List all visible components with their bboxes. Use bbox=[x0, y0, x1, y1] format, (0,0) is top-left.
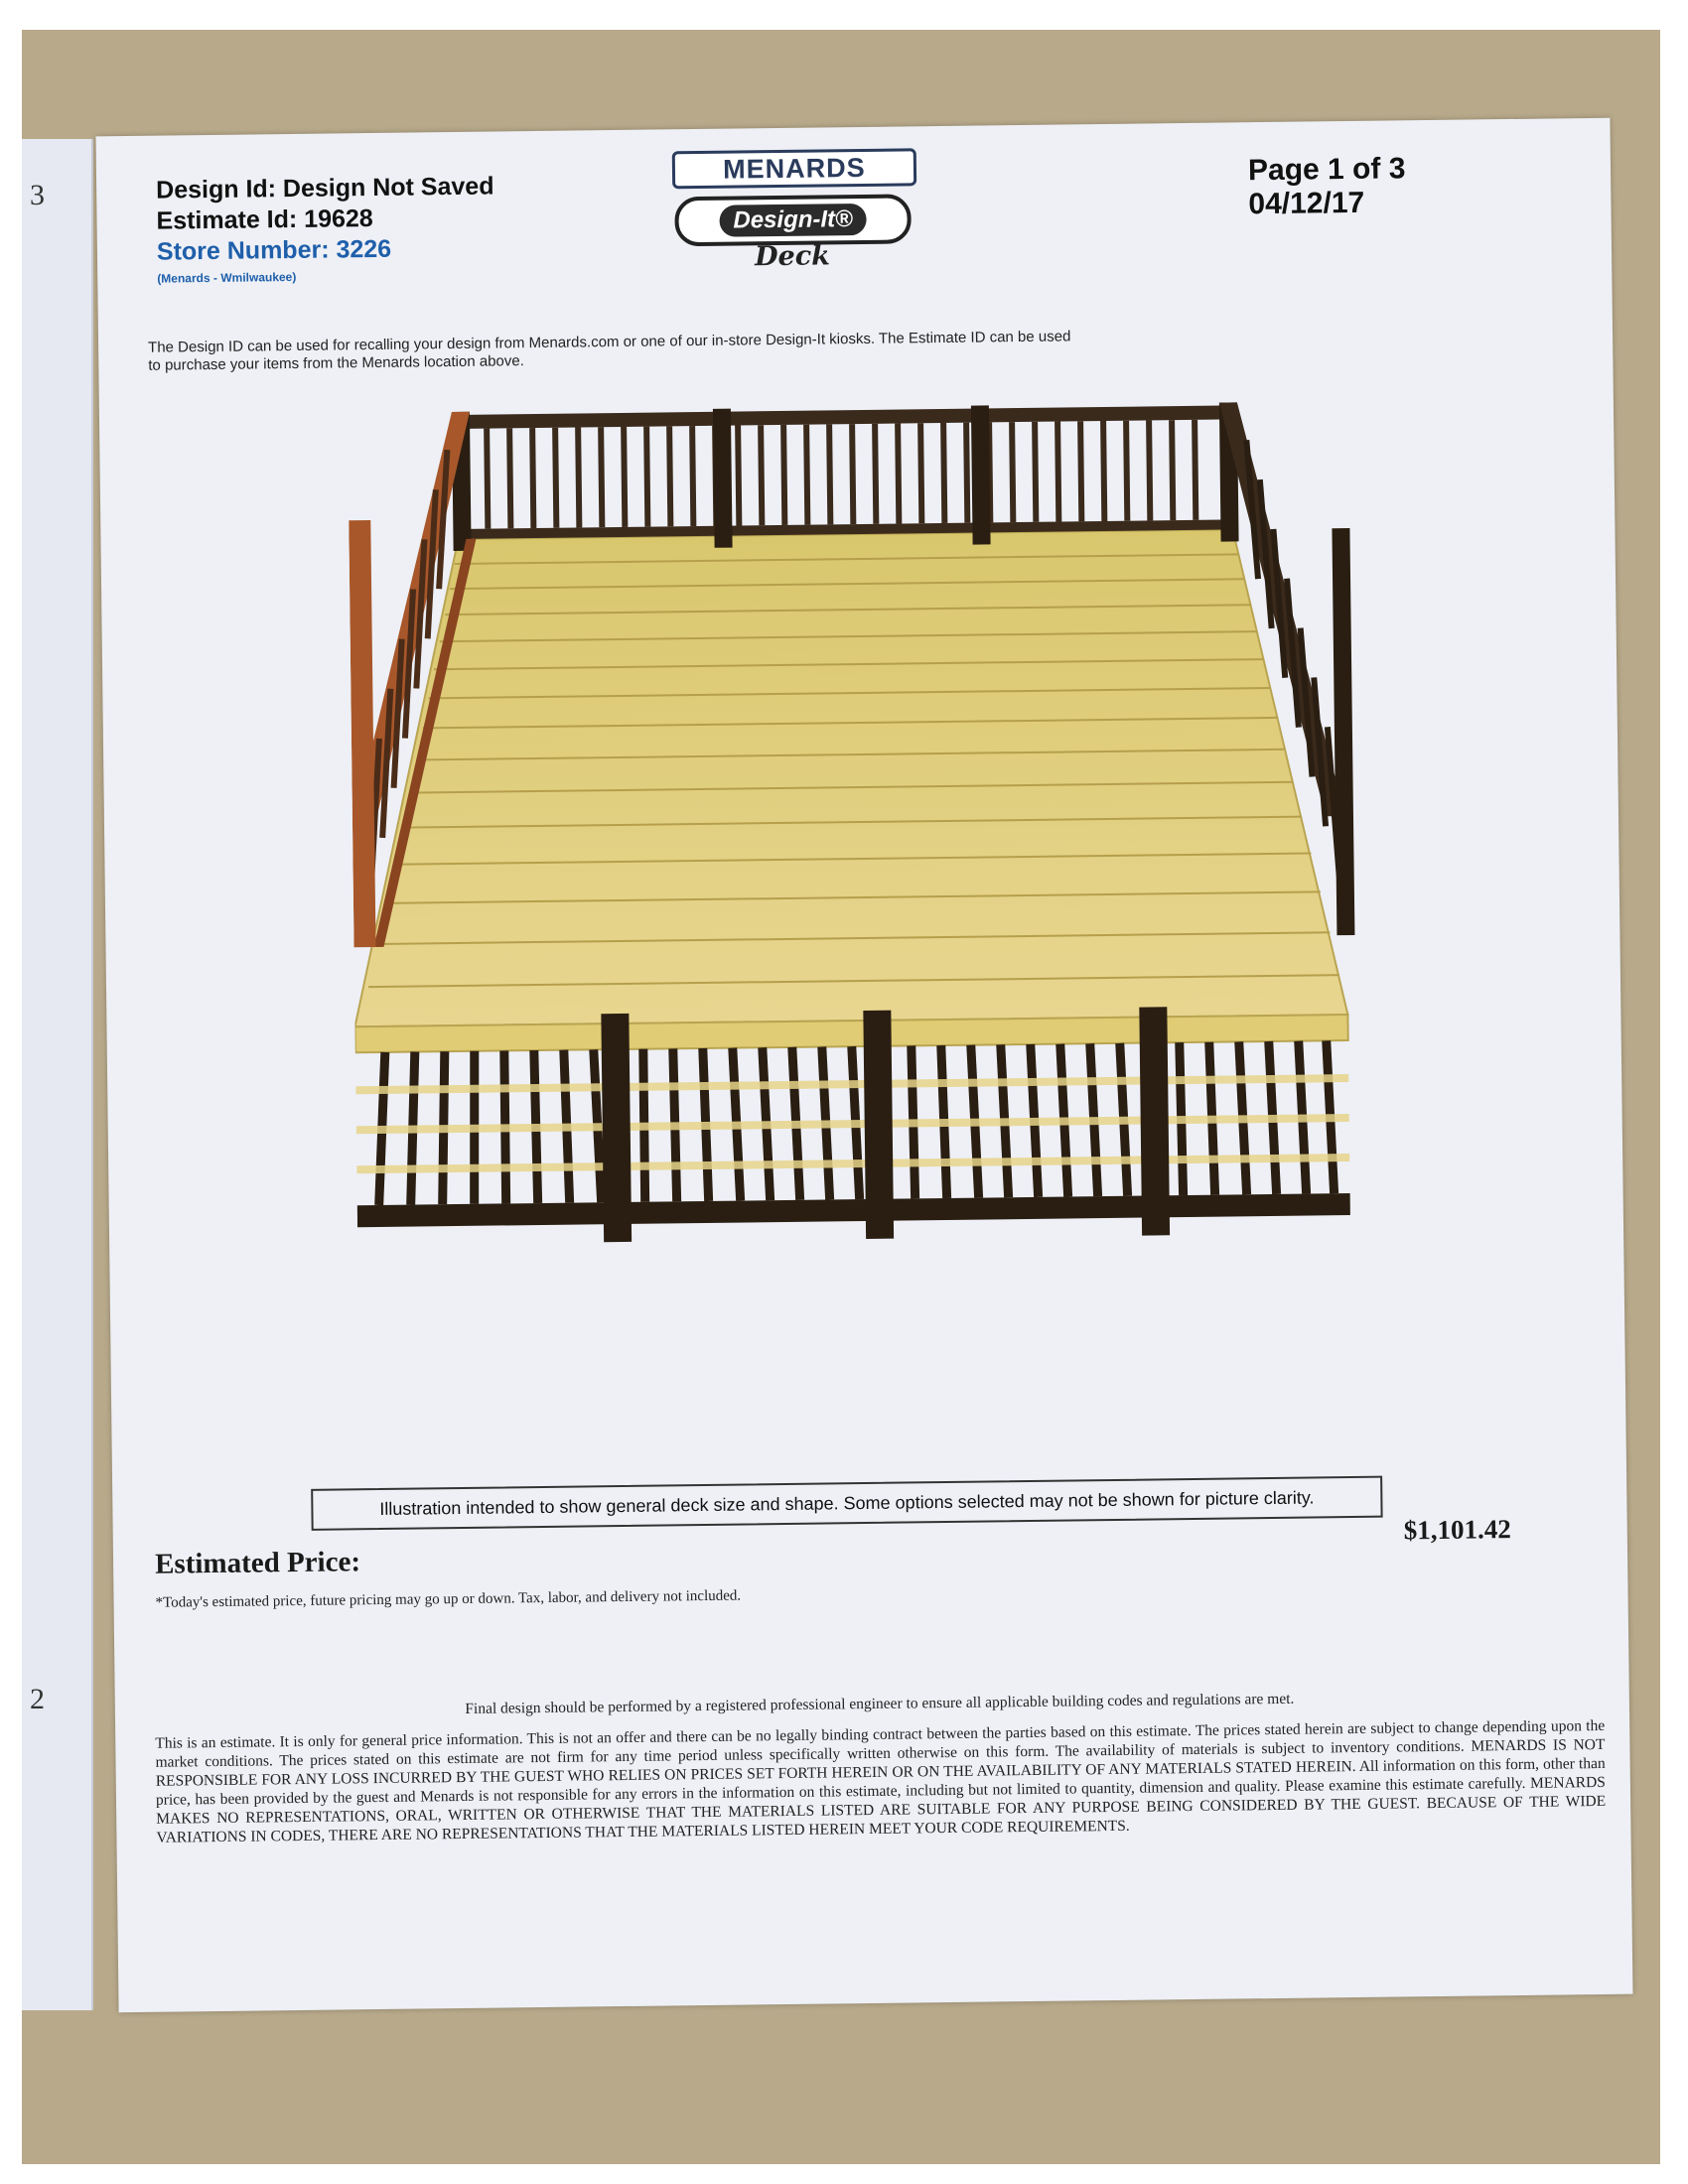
logo-brand: MENARDS bbox=[672, 148, 916, 189]
underlying-page-mark-top: 3 bbox=[30, 179, 45, 211]
deck-illustration bbox=[348, 379, 1381, 1266]
header-page-info bbox=[1248, 152, 1406, 221]
intro-text: The Design ID can be used for recalling your design from Menards.com or one of our in-store Design-It kiosks. The Estimate ID can be used to purchase your items from the Menards location above. bbox=[148, 328, 1071, 374]
estimate-page bbox=[96, 118, 1633, 2012]
menards-design-it-logo bbox=[662, 148, 922, 275]
estimate-id: Estimate Id: 19628 bbox=[156, 204, 373, 235]
store-number: Store Number: 3226 bbox=[156, 234, 392, 266]
logo-product: Design-It® bbox=[719, 204, 867, 237]
engineer-disclaimer: Final design should be performed by a registered professional engineer to ensure all applicable building codes and regulations are met. bbox=[465, 1690, 1295, 1717]
logo-pill bbox=[674, 194, 912, 246]
header-ids bbox=[156, 171, 495, 285]
design-id: Design Id: Design Not Saved bbox=[156, 172, 494, 205]
page-number: Page 1 of 3 bbox=[1247, 152, 1406, 188]
illustration-caption: Illustration intended to show general deck size and shape. Some options selected may not be shown for picture clarity. bbox=[311, 1476, 1382, 1531]
estimated-price-value: $1,101.42 bbox=[1403, 1514, 1511, 1546]
front-railing bbox=[354, 1005, 1350, 1245]
print-date: 04/12/17 bbox=[1248, 186, 1365, 221]
deck-floor bbox=[350, 528, 1348, 1026]
back-railing bbox=[452, 402, 1239, 551]
estimated-price-label: Estimated Price: bbox=[154, 1546, 361, 1580]
estimated-price-note: *Today's estimated price, future pricing may go up or down. Tax, labor, and delivery not included. bbox=[155, 1587, 742, 1611]
store-location: (Menards - Wmilwaukee) bbox=[157, 269, 297, 286]
legal-disclaimer: This is an estimate. It is only for general price information. This is not an offer and there can be no legally binding contract between the parties based on this estimate. The prices stated herein are subject to change depending upon the market conditions. The prices stated on this estimate are not firm for any time period unless specifically written otherwise on this form. The availability of materials is subject to inventory conditions. MENARDS IS NOT RESPONSIBLE FOR ANY LOSS INCURRED BY THE GUEST WHO RELIES ON PRICES SET FORTH HEREIN OR ON THE AVAILABILITY OF ANY MATERIALS STATED HEREIN. All information on this form, other than price, has been provided by the guest and Menards is not responsible for any errors in the information on this estimate, including but not limited to quantity, dimension and quality. Please examine this estimate carefully. MENARDS MAKES NO REPRESENTATIONS, ORAL, WRITTEN OR OTHERWISE THAT THE MATERIALS LISTED ARE SUITABLE FOR ANY PURPOSE BEING CONSIDERED BY THE GUEST. BECAUSE OF THE WIDE VARIATIONS IN CODES, THERE ARE NO REPRESENTATIONS THAT THE MATERIALS LISTED HEREIN MEET YOUR CODE REQUIREMENTS. bbox=[155, 1716, 1607, 1846]
logo-subtitle: Deck bbox=[754, 240, 831, 273]
underlying-page-mark-bottom: 2 bbox=[30, 1683, 45, 1715]
underlying-page bbox=[22, 139, 93, 2010]
